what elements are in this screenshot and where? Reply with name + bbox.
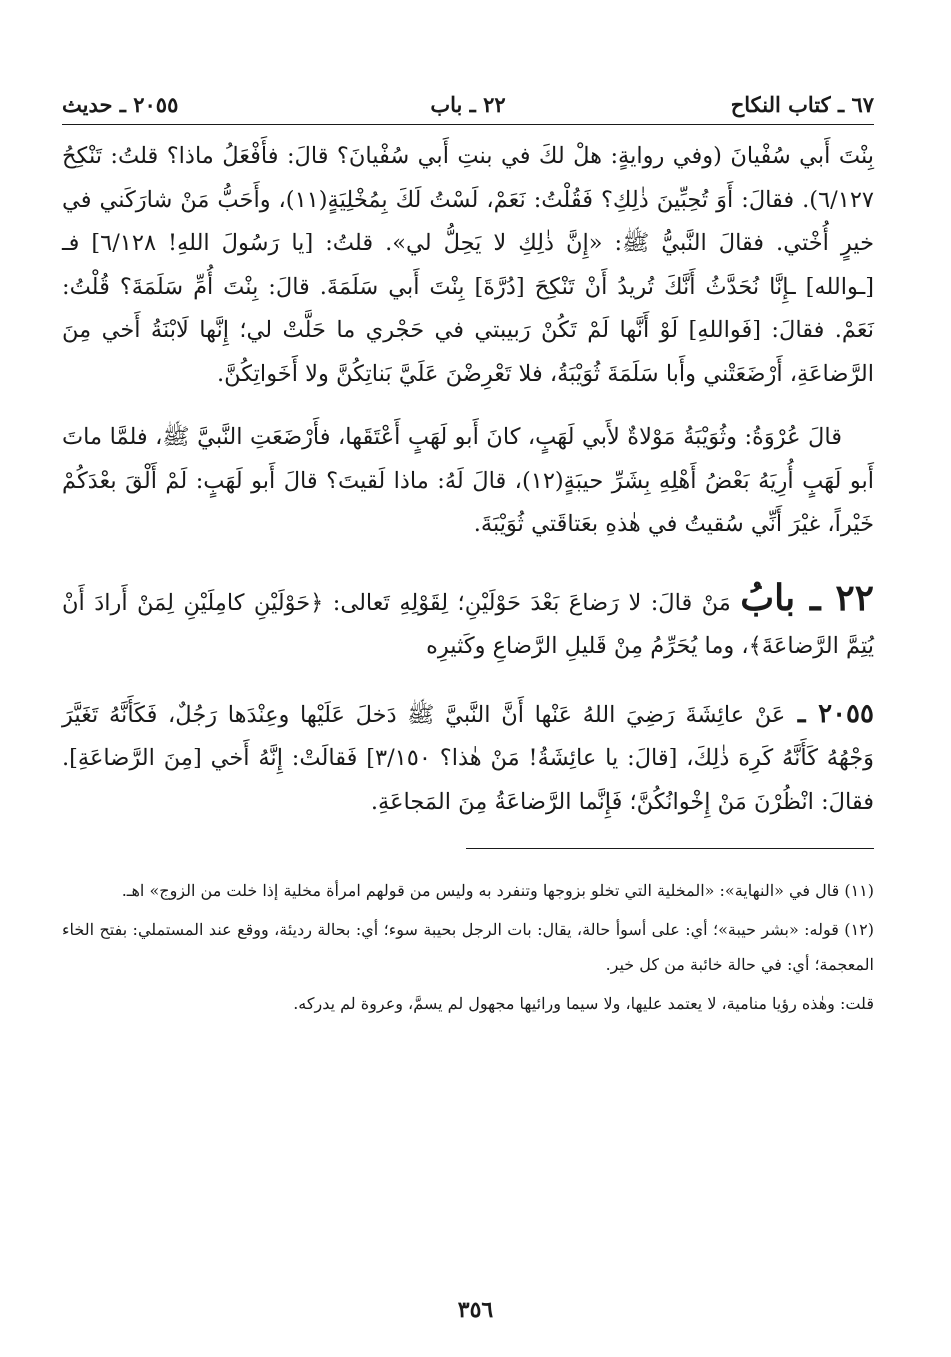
page-number: ٣٥٦ xyxy=(457,1297,494,1323)
chapter-word: بابُ xyxy=(740,576,796,619)
hadith-paragraph xyxy=(62,693,874,825)
chapter-number: ٢٢ ـ xyxy=(795,576,875,619)
footnote-12: (١٢) قوله: «بشر حيبة»؛ أي: على أسوأ حالة، يقال: بات الرجل بحيبة سوء؛ أي: بحالة رديئة، ووقع عند المستملي: بفتح الخاء المعجمة؛ أي: في حالة خائبة من كل خير. xyxy=(62,920,874,974)
running-header xyxy=(62,84,874,125)
header-chapter: ٢٢ ـ باب xyxy=(430,92,506,117)
header-book-title: ٦٧ ـ كتاب النكاح xyxy=(730,92,874,117)
footnote-comment: قلت: وهٰذه رؤيا منامية، لا يعتمد عليها، ولا سيما ورائيها مجهول لم يسمَّ، وعروة لم يدركه. xyxy=(293,994,874,1013)
paragraph-continuation: بِنْتَ أَبي سُفْيانَ (وفي روايةٍ: هلْ لكَ في بنتِ أَبي سُفْيانَ؟ قالَ: فأَفْعَلُ ماذا؟ قلتُ: تَنْكِحُ ٦/١٢٧). فقالَ: أَوَ تُحِبِّينَ ذٰلِكِ؟ فَقُلْتُ: نَعَمْ، لَسْتُ لَكَ بِمُخْلِيَةٍ(١١)، وأَحَبُّ مَنْ شارَكَني في خيرٍ أُخْتي. فقالَ النَّبيُّ ﷺ: «إِنَّ ذٰلِكِ لا يَحِلُّ لي». قلتُ: [يا رَسُولَ اللهِ! ٦/١٢٨] فـ [ـوالله] ـإِنَّا نُحَدَّثُ أَنَّكَ تُريدُ أَنْ تَنْكِحَ [دُرَّةَ] بِنْتَ أَبي سَلَمَةَ. قالَ: بِنْتَ أُمِّ سَلَمَةَ؟ قُلْتُ: نَعَمْ. فقالَ: [فَواللهِ] لَوْ أَنَّها لَمْ تَكُنْ رَبيبتي في حَجْري ما حَلَّتْ لي؛ إِنَّها لَابْنَةُ أَخي مِنَ الرَّضاعَةِ، أَرْضَعَتْني وأَبا سَلَمَةَ ثُوَيْبَةُ، فلا تَعْرِضْنَ عَلَيَّ بَناتِكُنَّ ولا أَخَواتِكُنَّ. xyxy=(62,143,874,387)
footnote-11: (١١) قال في «النهاية»: «المخلية التي تخلو بزوجها وتنفرد به وليس من قولهم امرأة مخلية إذا خلت من الزوج» اهـ. xyxy=(121,881,874,900)
hadith-text: عَنْ عائِشَةَ رَضِيَ اللهُ عَنْها أَنَّ النَّبيَّ ﷺ دَخلَ عَلَيْها وعِنْدَها رَجُلٌ، فَكَأَنَّهُ تَغَيَّرَ وَجْهُهُ كَأَنَّهُ كَرِهَ ذٰلِكَ، [قالَ: يا عائِشَةُ! مَنْ هٰذا؟ ٣/١٥٠] فَقالَتْ: إِنَّهُ أَخي [مِنَ الرَّضاعَةِ]. فقالَ: انْظُرْنَ مَنْ إِخْوانُكُنَّ؛ فَإِنَّما الرَّضاعَةُ مِنَ المَجاعَةِ. xyxy=(62,701,875,815)
main-text xyxy=(62,135,874,824)
header-hadith-number: ٢٠٥٥ ـ حديث xyxy=(62,92,179,117)
chapter-heading xyxy=(62,577,874,669)
paragraph-urwa: قالَ عُرْوَةُ: وثُوَيْبَةُ مَوْلاةٌ لأَبي لَهَبٍ، كانَ أَبو لَهَبٍ أَعْتَقَها، فأَرْضَعَتِ النَّبيَّ ﷺ، فلمَّا ماتَ أَبو لَهَبٍ أُرِيَهُ بَعْضُ أَهْلِهِ بِشَرِّ حيبَةٍ(١٢)، قالَ لَهُ: ماذا لَقيتَ؟ قالَ أَبو لَهَبٍ: لَمْ أَلْقَ بعْدَكُمْ خَيْراً، غيْرَ أَنِّي سُقيتُ في هٰذهِ بعَتاقَتي ثُوَيْبَةَ. xyxy=(62,424,874,537)
chapter-title: مَنْ قالَ: لا رَضاعَ بَعْدَ حَوْلَيْنِ؛ لِقَوْلِهِ تَعالى: ﴿حَوْلَيْنِ كامِلَيْنِ لِمَنْ أَرادَ أَنْ يُتِمَّ الرَّضاعَةَ﴾، وما يُحَرِّمُ مِنْ قَليلِ الرَّضاعِ وكَثيرِه xyxy=(62,589,874,659)
footnotes xyxy=(62,873,874,1021)
footnote-divider xyxy=(466,848,874,849)
book-page xyxy=(62,84,874,1021)
hadith-number: ٢٠٥٥ ـ xyxy=(785,698,874,729)
